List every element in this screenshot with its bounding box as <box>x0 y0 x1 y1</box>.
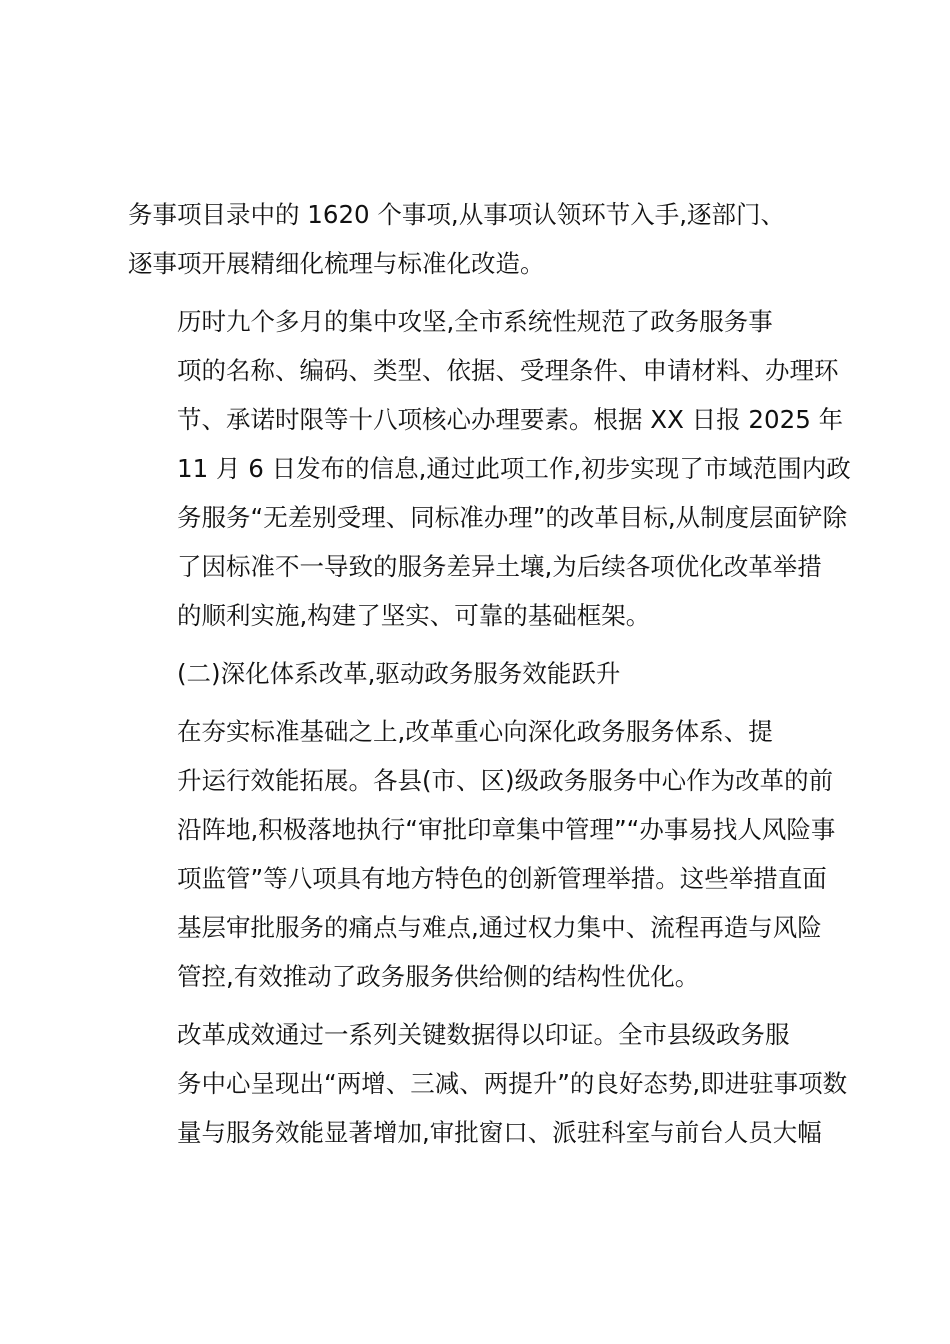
paragraph-3 <box>128 707 836 1001</box>
section-heading-text: (二)深化体系改革,驱动政务服务效能跃升 <box>177 659 621 688</box>
paragraph-line: 量与服务效能显著增加,审批窗口、派驻科室与前台人员大幅 <box>177 1118 822 1147</box>
paragraph-line: 务中心呈现出“两增、三减、两提升”的良好态势,即进驻事项数 <box>177 1069 848 1098</box>
section-heading <box>128 649 822 698</box>
paragraph-line: 在夯实标准基础之上,改革重心向深化政务服务体系、提 <box>177 717 773 746</box>
paragraph-line: 11 月 6 日发布的信息,通过此项工作,初步实现了市域范围内政 <box>177 454 851 483</box>
paragraph-line: 沿阵地,积极落地执行“审批印章集中管理”“办事易找人风险事 <box>177 815 836 844</box>
paragraph-line: 务事项目录中的 1620 个事项,从事项认领环节入手,逐部门、 <box>128 200 785 229</box>
paragraph-4 <box>128 1010 848 1157</box>
paragraph-line: 基层审批服务的痛点与难点,通过权力集中、流程再造与风险 <box>177 913 822 942</box>
paragraph-line: 改革成效通过一系列关键数据得以印证。全市县级政务服 <box>177 1020 790 1049</box>
paragraph-line: 项监管”等八项具有地方特色的创新管理举措。这些举措直面 <box>177 864 827 893</box>
paragraph-line: 项的名称、编码、类型、依据、受理条件、申请材料、办理环 <box>177 356 839 385</box>
paragraph-line: 务服务“无差别受理、同标准办理”的改革目标,从制度层面铲除 <box>177 503 848 532</box>
paragraph-line: 节、承诺时限等十八项核心办理要素。根据 XX 日报 2025 年 <box>177 405 844 434</box>
paragraph-line: 的顺利实施,构建了坚实、可靠的基础框架。 <box>177 601 651 630</box>
paragraph-line: 管控,有效推动了政务服务供给侧的结构性优化。 <box>177 962 700 991</box>
paragraph-2 <box>128 297 851 640</box>
paragraph-line: 了因标准不一导致的服务差异土壤,为后续各项优化改革举措 <box>177 552 822 581</box>
paragraph-line: 历时九个多月的集中攻坚,全市系统性规范了政务服务事 <box>177 307 773 336</box>
document-body <box>128 190 851 1157</box>
paragraph-1 <box>128 190 822 288</box>
paragraph-line: 逐事项开展精细化梳理与标准化改造。 <box>128 249 545 278</box>
paragraph-line: 升运行效能拓展。各县(市、区)级政务服务中心作为改革的前 <box>177 766 834 795</box>
